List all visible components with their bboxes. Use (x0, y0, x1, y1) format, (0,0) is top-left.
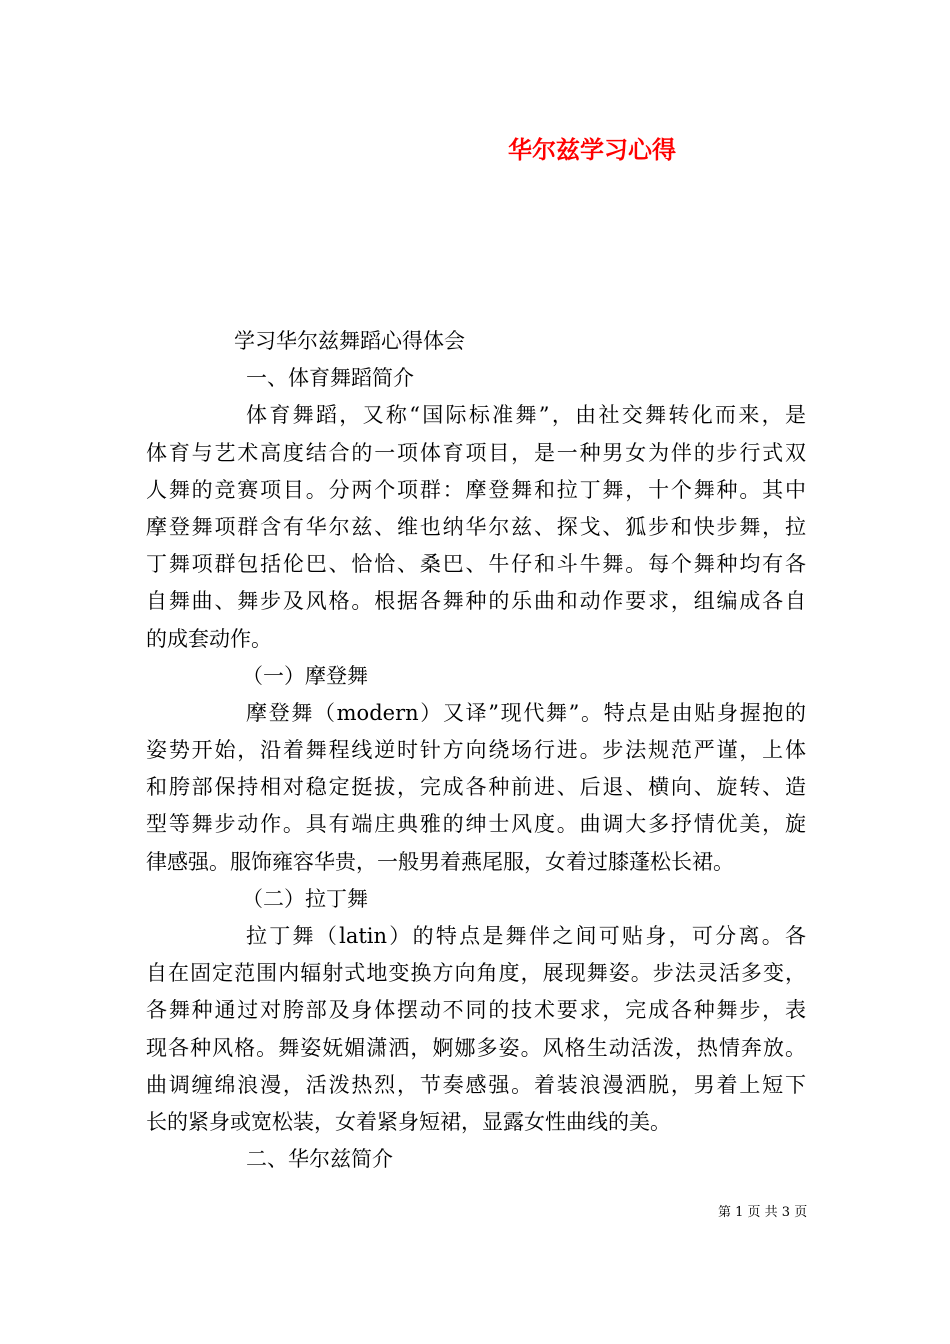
document-subtitle: 学习华尔兹舞蹈心得体会 (234, 329, 465, 353)
paragraph-line: 曲调缠绵浪漫，活泼热烈，节奏感强。着装浪漫洒脱，男着上短下 (146, 1072, 806, 1097)
section-heading-waltz: 二、华尔兹简介 (246, 1147, 393, 1172)
paragraph-line: 自在固定范围内辐射式地变换方向角度，展现舞姿。步法灵活多变， (146, 961, 806, 986)
paragraph-line: 丁舞项群包括伦巴、恰恰、桑巴、牛仔和斗牛舞。每个舞种均有各 (146, 552, 806, 577)
section-heading-intro: 一、体育舞蹈简介 (246, 366, 414, 391)
paragraph-line: 长的紧身或宽松装，女着紧身短裙，显露女性曲线的美。 (146, 1109, 671, 1134)
paragraph-line: 摩登舞项群含有华尔兹、维也纳华尔兹、探戈、狐步和快步舞，拉 (146, 514, 806, 539)
paragraph-line: 的成套动作。 (146, 626, 272, 651)
subsection-heading-latin: （二）拉丁舞 (242, 886, 368, 911)
paragraph-line: 和胯部保持相对稳定挺拔，完成各种前进、后退、横向、旋转、造 (146, 775, 806, 800)
paragraph-line: 自舞曲、舞步及风格。根据各舞种的乐曲和动作要求，组编成各自 (146, 589, 806, 614)
paragraph-line: 律感强。服饰雍容华贵，一般男着燕尾服，女着过膝蓬松长裙。 (146, 849, 734, 874)
paragraph-line: 摩登舞（modern）又译”现代舞”。特点是由贴身握抱的 (246, 700, 806, 725)
document-title: 华尔兹学习心得 (508, 135, 676, 164)
paragraph-line: 体育舞蹈，又称“国际标准舞”，由社交舞转化而来，是 (246, 403, 806, 428)
paragraph-line: 拉丁舞（latin）的特点是舞伴之间可贴身，可分离。各 (246, 924, 806, 948)
subsection-heading-modern: （一）摩登舞 (242, 663, 368, 688)
paragraph-line: 体育与艺术高度结合的一项体育项目，是一种男女为伴的步行式双 (146, 440, 806, 465)
page-number: 第 1 页 共 3 页 (718, 1205, 808, 1220)
paragraph-line: 姿势开始，沿着舞程线逆时针方向绕场行进。步法规范严谨，上体 (146, 738, 806, 763)
paragraph-line: 型等舞步动作。具有端庄典雅的绅士风度。曲调大多抒情优美，旋 (146, 812, 806, 837)
document-body (146, 323, 806, 1178)
paragraph-line: 现各种风格。舞姿妩媚潇洒，婀娜多姿。风格生动活泼，热情奔放。 (146, 1035, 806, 1060)
paragraph-line: 各舞种通过对胯部及身体摆动不同的技术要求，完成各种舞步，表 (146, 998, 806, 1023)
paragraph-line: 人舞的竞赛项目。分两个项群：摩登舞和拉丁舞，十个舞种。其中 (146, 477, 806, 502)
